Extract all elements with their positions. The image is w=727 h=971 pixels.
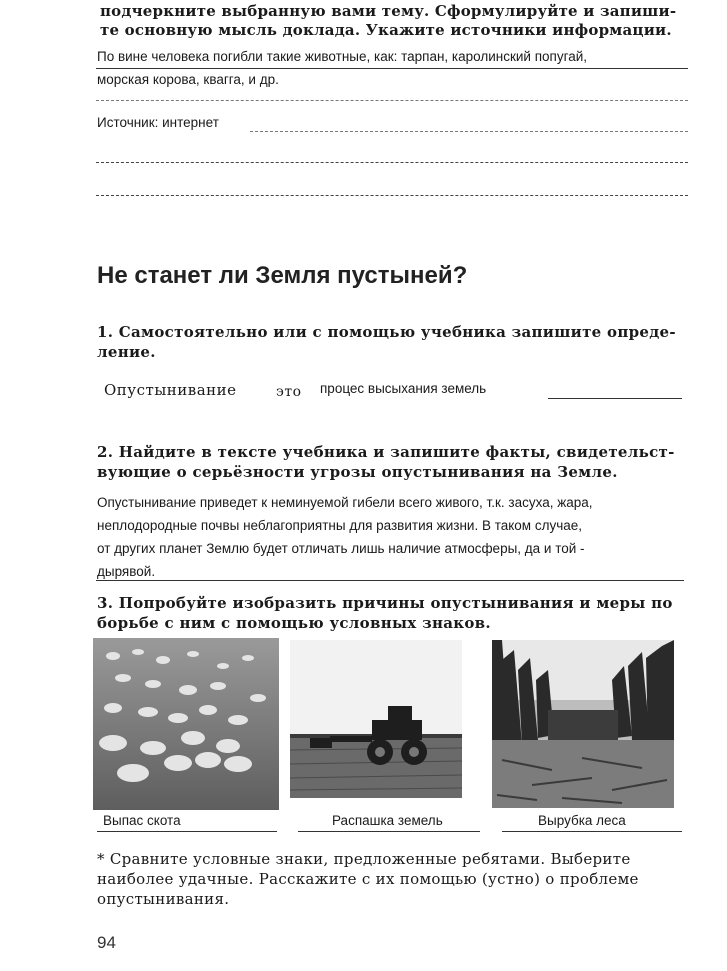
- photo-ploughing: [290, 640, 462, 798]
- rule: [250, 131, 688, 132]
- caption-grazing: Выпас скота: [103, 813, 181, 828]
- photo-grazing-livestock: [93, 638, 279, 810]
- instruction-line-1: подчеркните выбранную вами тему. Сформулируйте и запиши-: [100, 2, 677, 20]
- task2-answer-line-3: от других планет Землю будет отличать лишь наличие атмосферы, да и той -: [97, 541, 585, 556]
- task1-answer: процес высыхания земель: [320, 381, 487, 396]
- task2-line-2: вующие о серьёзности угрозы опустынивания на Земле.: [97, 463, 618, 481]
- task1-line-1: 1. Самостоятельно или с помощью учебника запишите опреде-: [97, 323, 676, 341]
- caption-deforestation: Вырубка леса: [538, 813, 626, 828]
- note-line-2: наиболее удачные. Расскажите с их помощью (устно) о проблеме: [97, 870, 639, 888]
- rule: [96, 68, 688, 69]
- rule: [96, 162, 688, 163]
- rule: [548, 398, 682, 399]
- source-text: Источник: интернет: [97, 115, 219, 130]
- caption-ploughing: Распашка земель: [332, 813, 443, 828]
- caption-rule: [97, 831, 277, 832]
- section-heading: Не станет ли Земля пустыней?: [97, 262, 468, 289]
- rule: [96, 580, 684, 581]
- task1-line-2: ление.: [97, 343, 156, 361]
- caption-rule: [502, 831, 682, 832]
- page-number: 94: [97, 933, 116, 952]
- task2-line-1: 2. Найдите в тексте учебника и запишите факты, свидетельст-: [97, 443, 675, 461]
- note-line-1: * Сравните условные знаки, предложенные ребятами. Выберите: [97, 850, 631, 868]
- task2-answer-line-2: неплодородные почвы неблагоприятны для развития жизни. В таком случае,: [97, 518, 583, 533]
- photo-deforestation: [492, 640, 674, 808]
- task1-printed-label: Опустынивание: [104, 381, 237, 399]
- answer-line-2: морская корова, квагга, и др.: [97, 72, 279, 87]
- task2-answer-line-4: дырявой.: [97, 564, 156, 579]
- caption-rule: [298, 831, 480, 832]
- rule: [96, 195, 688, 196]
- instruction-line-2: те основную мысль доклада. Укажите источники информации.: [100, 21, 672, 39]
- answer-line-1: По вине человека погибли такие животные, как: тарпан, каролинский попугай,: [97, 49, 588, 64]
- task3-line-1: 3. Попробуйте изобразить причины опустынивания и меры по: [97, 594, 673, 612]
- note-line-3: опустынивания.: [97, 890, 230, 908]
- rule: [96, 100, 688, 101]
- task1-printed-dash: это: [276, 384, 302, 400]
- task2-answer-line-1: Опустынивание приведет к неминуемой гибели всего живого, т.к. засуха, жара,: [97, 495, 593, 510]
- task3-line-2: борьбе с ним с помощью условных знаков.: [97, 614, 491, 632]
